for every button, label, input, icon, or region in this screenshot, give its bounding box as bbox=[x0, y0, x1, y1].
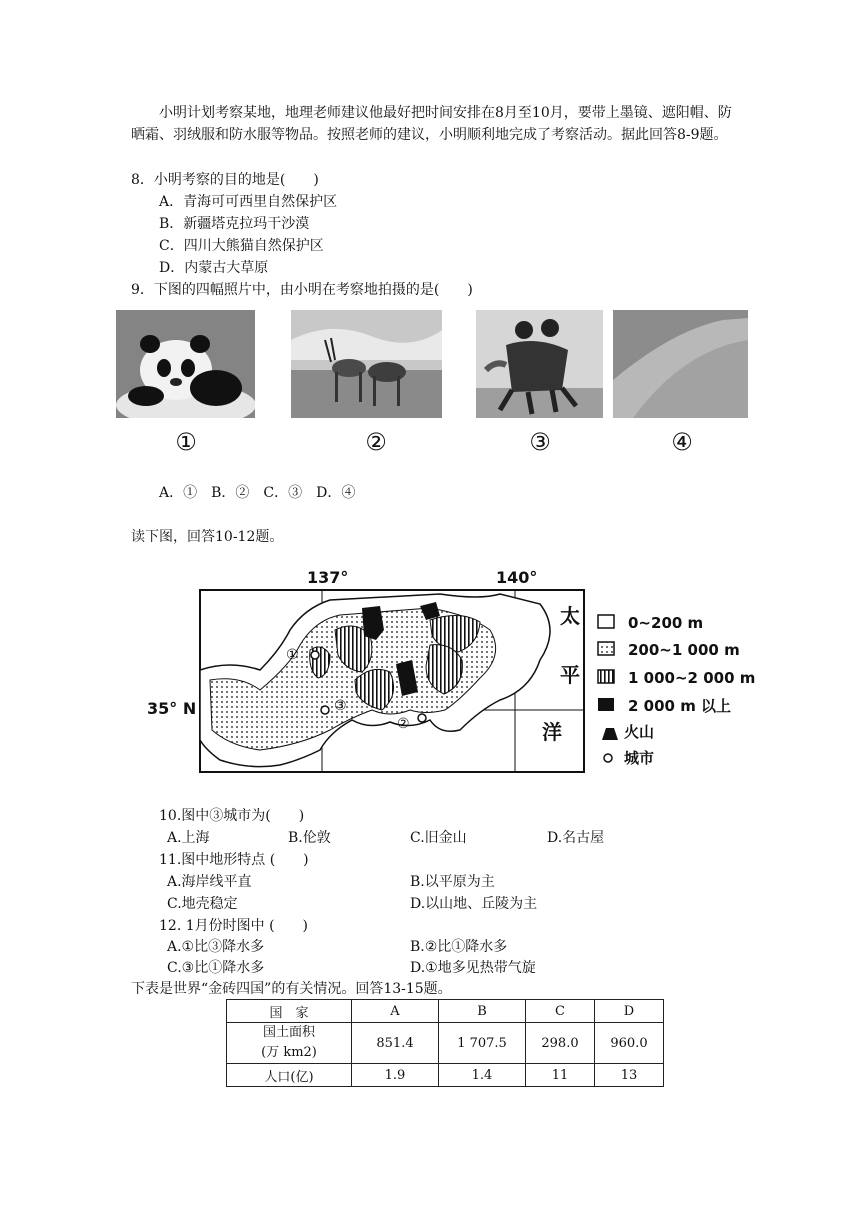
q11-option-d: D.以山地、丘陵为主 bbox=[410, 896, 538, 912]
area-label-line1: 国土面积 bbox=[262, 1025, 315, 1040]
ocean-label-1: 太 bbox=[560, 604, 580, 628]
city-label-2: ② bbox=[397, 716, 410, 732]
q11-option-b: B.以平原为主 bbox=[410, 874, 495, 890]
photo-label-3: ③ bbox=[529, 428, 551, 456]
table-row-area bbox=[227, 1023, 664, 1064]
area-b: 1 707.5 bbox=[439, 1023, 526, 1064]
q12-option-a: A.①比③降水多 bbox=[167, 939, 265, 955]
ocean-label-2: 平 bbox=[560, 663, 580, 687]
table-header-row bbox=[227, 1000, 664, 1023]
intro-paragraph: 小明计划考察某地，地理老师建议他最好把时间安排在8月至10月，要带上墨镜、遮阳帽、防晒霜、羽绒服和防水服等物品。按照老师的建议，小明顺利地完成了考察活动。据此回答8-9题。 bbox=[131, 105, 732, 143]
table-row-population bbox=[227, 1064, 664, 1087]
area-label bbox=[227, 1023, 352, 1064]
panda-photo bbox=[116, 310, 255, 418]
antelope-photo bbox=[291, 310, 442, 418]
pop-b: 1.4 bbox=[439, 1064, 526, 1087]
sand-dune-photo bbox=[613, 310, 748, 418]
lon-137-label: 137° bbox=[307, 568, 349, 587]
q8-stem: 8．小明考察的目的地是( ) bbox=[131, 172, 319, 188]
header-a: A bbox=[352, 1000, 439, 1023]
q10-option-b: B.伦敦 bbox=[288, 830, 331, 846]
photo-label-2: ② bbox=[365, 428, 387, 456]
photo-label-4: ④ bbox=[671, 428, 693, 456]
area-label-line2: (万 km2) bbox=[261, 1045, 317, 1060]
header-country: 国 家 bbox=[227, 1000, 352, 1023]
bric-table bbox=[226, 999, 664, 1087]
q12-option-b: B.②比①降水多 bbox=[410, 939, 508, 955]
header-c: C bbox=[526, 1000, 595, 1023]
table-intro: 下表是世界“金砖四国”的有关情况。回答13-15题。 bbox=[131, 981, 452, 997]
pop-c: 11 bbox=[526, 1064, 595, 1087]
lon-140-label: 140° bbox=[496, 568, 538, 587]
q11-option-a: A.海岸线平直 bbox=[167, 874, 252, 890]
legend-200-1000: 200~1 000 m bbox=[628, 641, 740, 659]
q8-option-a: A．青海可可西里自然保护区 bbox=[159, 194, 338, 210]
header-d: D bbox=[595, 1000, 664, 1023]
read-map-instruction: 读下图，回答10-12题。 bbox=[131, 529, 284, 545]
q8-option-b: B．新疆塔克拉玛干沙漠 bbox=[159, 216, 310, 232]
legend-above-2000: 2 000 m 以上 bbox=[628, 697, 732, 715]
legend-city: 城市 bbox=[624, 749, 655, 767]
q12-option-c: C.③比①降水多 bbox=[167, 960, 265, 976]
area-d: 960.0 bbox=[595, 1023, 664, 1064]
q10-option-d: D.名古屋 bbox=[547, 830, 605, 846]
city-label-1: ① bbox=[286, 647, 299, 663]
pop-a: 1.9 bbox=[352, 1064, 439, 1087]
q10-option-c: C.旧金山 bbox=[410, 830, 467, 846]
pop-d: 13 bbox=[595, 1064, 664, 1087]
legend-0-200: 0~200 m bbox=[628, 614, 704, 632]
city-label-3: ③ bbox=[334, 698, 347, 714]
q12-stem: 12. 1月份时图中 ( ) bbox=[159, 918, 308, 934]
q9-options: A．① B．② C．③ D．④ bbox=[159, 485, 356, 501]
area-c: 298.0 bbox=[526, 1023, 595, 1064]
q9-stem: 9．下图的四幅照片中，由小明在考察地拍摄的是( ) bbox=[131, 282, 473, 298]
header-b: B bbox=[439, 1000, 526, 1023]
dancers-photo bbox=[476, 310, 603, 418]
q11-option-c: C.地壳稳定 bbox=[167, 896, 238, 912]
area-a: 851.4 bbox=[352, 1023, 439, 1064]
legend-volcano: 火山 bbox=[624, 723, 655, 741]
q12-option-d: D.①地多见热带气旋 bbox=[410, 960, 536, 976]
q8-option-c: C．四川大熊猫自然保护区 bbox=[159, 238, 324, 254]
q10-stem: 10.图中③城市为( ) bbox=[159, 808, 305, 824]
legend-1000-2000: 1 000~2 000 m bbox=[628, 669, 756, 687]
lat-35-label: 35° N bbox=[147, 699, 197, 718]
q11-stem: 11.图中地形特点 ( ) bbox=[159, 852, 309, 868]
q10-option-a: A.上海 bbox=[167, 830, 210, 846]
photo-label-1: ① bbox=[175, 428, 197, 456]
ocean-label-3: 洋 bbox=[542, 720, 562, 744]
population-label: 人口(亿) bbox=[227, 1064, 352, 1087]
q8-option-d: D．内蒙古大草原 bbox=[159, 260, 269, 276]
